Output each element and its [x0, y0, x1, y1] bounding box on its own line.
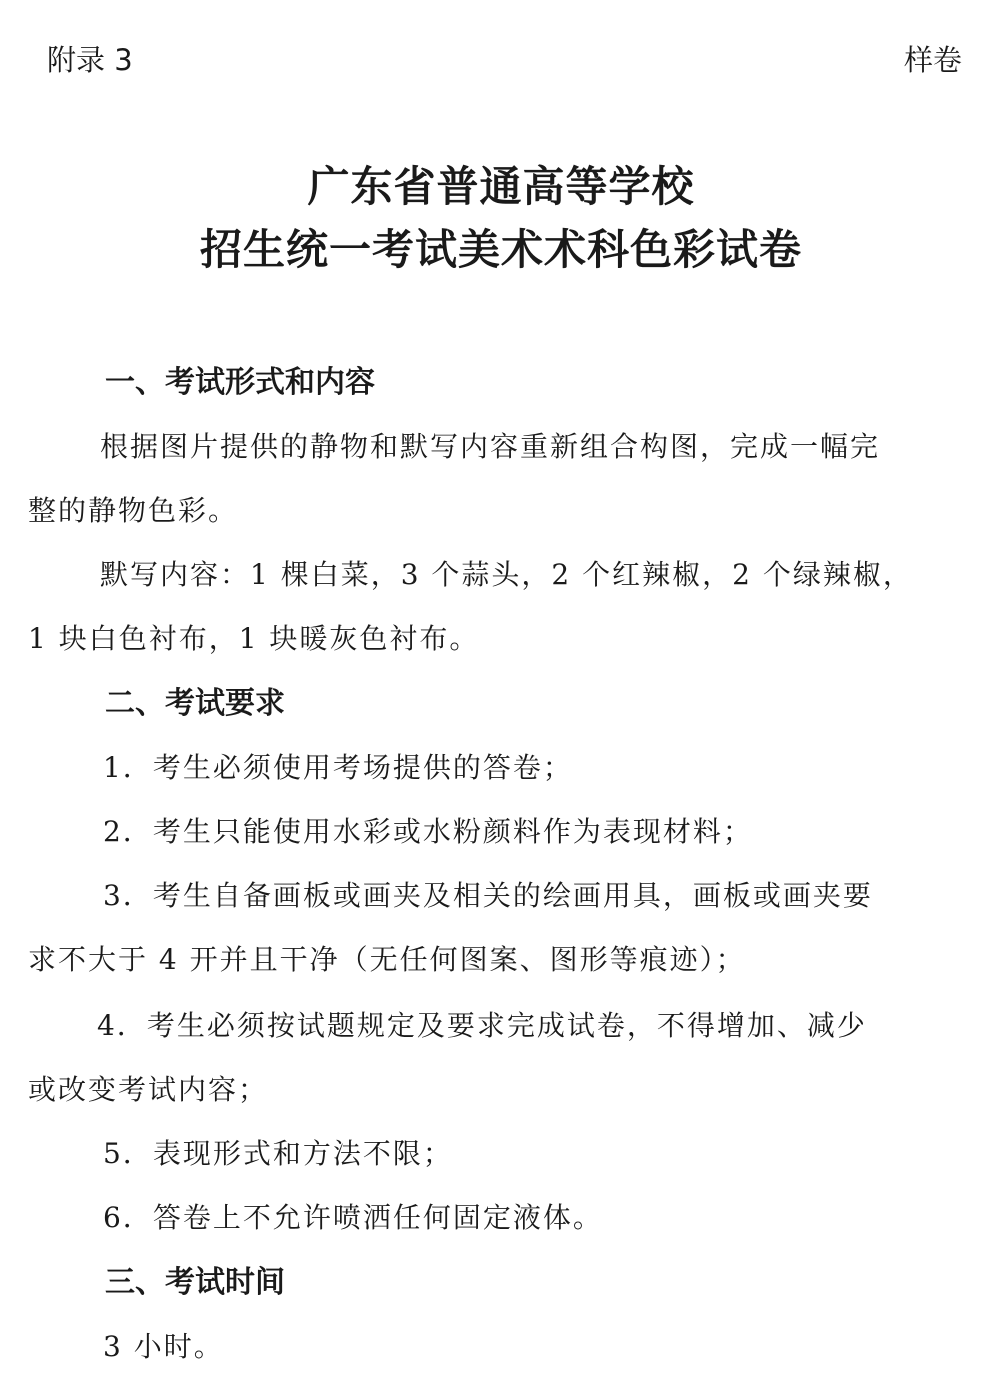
paragraph-line: 整的静物色彩。: [28, 494, 239, 527]
requirement-item: 1．考生必须使用考场提供的答卷；: [103, 751, 573, 784]
section-heading-form-content: 一、考试形式和内容: [105, 365, 375, 400]
exam-duration: 3 小时。: [103, 1330, 224, 1363]
requirement-item: 6．答卷上不允许喷洒任何固定液体。: [103, 1201, 603, 1234]
paragraph-line: 根据图片提供的静物和默写内容重新组合构图，完成一幅完: [100, 430, 881, 463]
sample-label: 样卷: [903, 43, 962, 77]
document-title-line-1: 广东省普通高等学校: [307, 162, 695, 211]
document-title-line-2: 招生统一考试美术术科色彩试卷: [199, 225, 802, 274]
section-heading-requirements: 二、考试要求: [105, 686, 285, 721]
requirement-item: 4．考生必须按试题规定及要求完成试卷，不得增加、减少: [97, 1009, 867, 1042]
requirement-item-continuation: 或改变考试内容；: [28, 1073, 269, 1106]
appendix-label: 附录 3: [47, 43, 133, 77]
requirement-item: 2．考生只能使用水彩或水粉颜料作为表现材料；: [103, 815, 753, 848]
paragraph-line: 1 块白色衬布，1 块暖灰色衬布。: [28, 622, 480, 655]
requirement-item: 5．表现形式和方法不限；: [103, 1137, 453, 1170]
requirement-item: 3．考生自备画板或画夹及相关的绘画用具，画板或画夹要: [103, 879, 873, 912]
requirement-item-continuation: 求不大于 4 开并且干净（无任何图案、图形等痕迹）；: [28, 943, 746, 976]
section-heading-exam-time: 三、考试时间: [105, 1265, 285, 1300]
paragraph-line: 默写内容：1 棵白菜，3 个蒜头，2 个红辣椒，2 个绿辣椒，: [100, 558, 913, 591]
